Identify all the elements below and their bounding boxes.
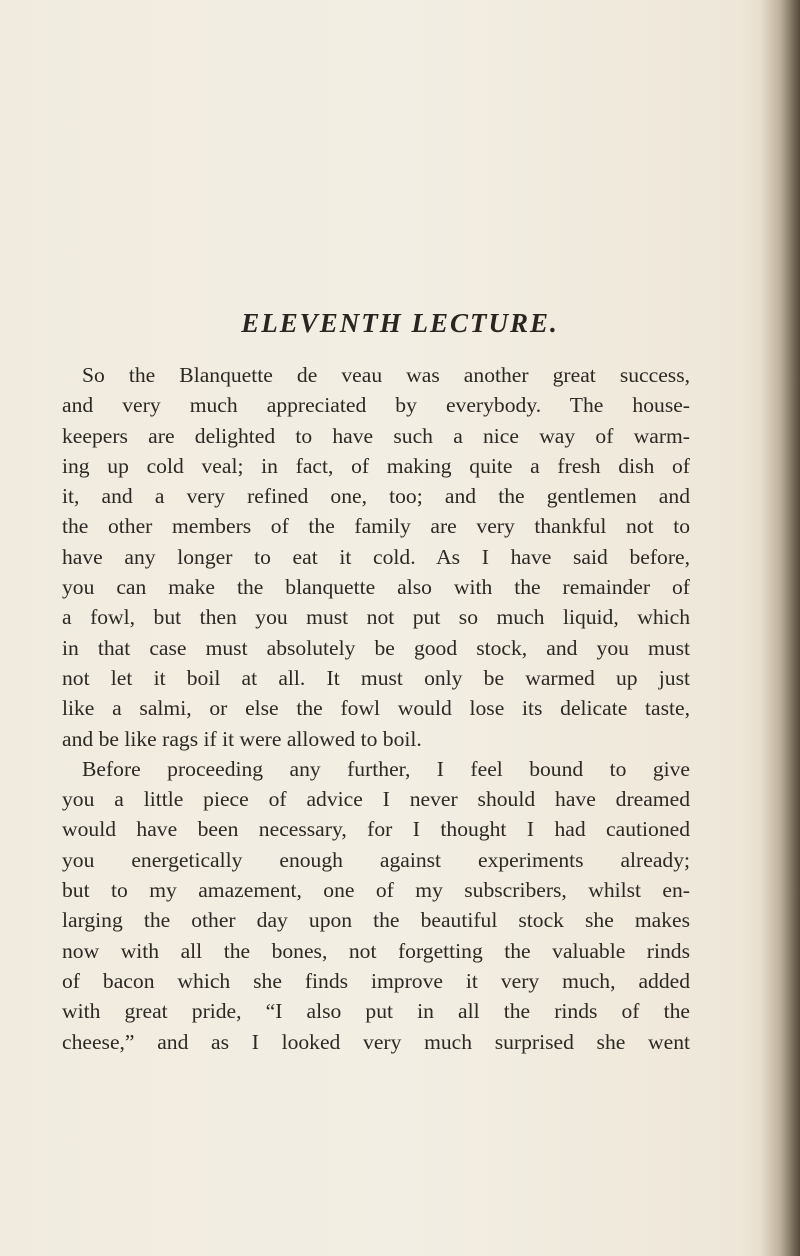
text-line: of bacon which she finds improve it very much, added	[62, 968, 690, 993]
text-line: ing up cold veal; in fact, of making quite a fresh dish of	[62, 453, 690, 478]
text-line: in that case must absolutely be good stock, and you must	[62, 635, 690, 660]
text-line: you a little piece of advice I never should have dreamed	[62, 787, 690, 812]
text-line: and very much appreciated by everybody. The house-	[62, 393, 690, 418]
text-line: keepers are delighted to have such a nice way of warm-	[62, 423, 690, 448]
paragraph-1	[62, 360, 690, 754]
text-line: you can make the blanquette also with the remainder of	[62, 575, 690, 600]
page-binding-shadow	[760, 0, 800, 1256]
text-line: Before proceeding any further, I feel bound to give	[82, 756, 690, 781]
text-line: would have been necessary, for I thought I had cautioned	[62, 817, 690, 842]
text-line: like a salmi, or else the fowl would lose its delicate taste,	[62, 696, 690, 721]
text-line: a fowl, but then you must not put so much liquid, which	[62, 605, 690, 630]
text-line: now with all the bones, not forgetting the valuable rinds	[62, 938, 690, 963]
text-line: larging the other day upon the beautiful stock she makes	[62, 908, 690, 933]
text-line: have any longer to eat it cold. As I have said before,	[62, 544, 690, 569]
text-line: and be like rags if it were allowed to boil.	[62, 726, 422, 751]
text-line: the other members of the family are very thankful not to	[62, 514, 690, 539]
text-line: with great pride, “I also put in all the rinds of the	[62, 999, 690, 1024]
text-line: not let it boil at all. It must only be warmed up just	[62, 665, 690, 690]
text-line: you energetically enough against experiments already;	[62, 847, 690, 872]
text-line: cheese,” and as I looked very much surprised she went	[62, 1029, 690, 1054]
body-text	[62, 360, 690, 1057]
text-line: it, and a very refined one, too; and the gentlemen and	[62, 484, 690, 509]
text-line: So the Blanquette de veau was another great success,	[82, 363, 690, 387]
paragraph-2	[62, 754, 690, 1057]
text-line: but to my amazement, one of my subscribers, whilst en-	[62, 878, 690, 903]
lecture-heading: ELEVENTH LECTURE.	[241, 308, 559, 338]
